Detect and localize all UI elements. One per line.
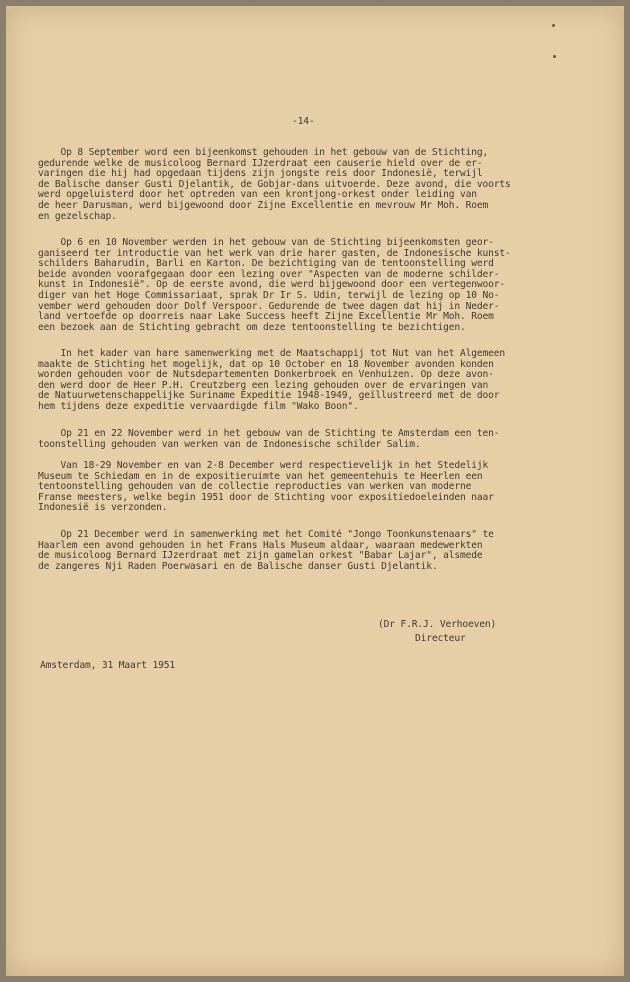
signature-title: Directeur <box>415 633 466 644</box>
paragraph-5: Van 18-29 November en van 2-8 December werd respectievelijk in het Stedelijk Museum te Schiedam en in de expositieruimte van het gemeentehuis te Heerlen een tentoonstelling gehouden van de collectie reproducties van werken van moderne Franse meesters, welke begin 1951 door de Stichting voor expositiedoeleinden naar Indonesië is verzonden. <box>38 460 494 514</box>
paragraph-1: Op 8 September word een bijeenkomst gehouden in het gebouw van de Stichting, gedurende welke de musicoloog Bernard IJzerdraat een causerie hield over de er- varingen die hij had opgedaan tijdens zijn jongste reis door Indonesië, terwijl de Balische danser Gusti Djelantik, de Gobjar-dans uitvoerde. Deze avond, die voorts werd opgeluisterd door het optreden van een krontjong-orkest onder leiding van de heer Darusman, werd bijgewoond door Zijne Excellentie en mevrouw Mr Moh. Roem en gezelschap. <box>38 147 511 222</box>
paragraph-4: Op 21 en 22 November werd in het gebouw van de Stichting te Amsterdam een ten- toonstelling gehouden van werken van de Indonesische schilder Salim. <box>38 428 500 450</box>
punch-mark <box>552 24 555 27</box>
paragraph-2: Op 6 en 10 November werden in het gebouw van de Stichting bijeenkomsten geor- ganiseerd ter introductie van het werk van drie harer gasten, de Indonesische kunst- schilders Baharudin, Barli en Karton. De bezichtiging van de tentoonstelling werd beide avonden voorafgegaan door een lezing over "Aspecten van de moderne schilder- kunst in Indonesië". Op de eerste avond, die werd bijgewoond door een vertegenwoor- diger van het Hoge Commissariaat, sprak Dr Ir S. Udin, terwijl de lezing op 10 No- vember werd gehouden door Dolf Verspoor. Gedurende de twee dagen dat hij in Neder- land vertoefde op doorreis naar Lake Success heeft Zijne Excellentie Mr Moh. Roem een bezoek aan de Stichting gebracht om deze tentoonstelling te bezichtigen. <box>38 237 511 333</box>
signature-name: (Dr F.R.J. Verhoeven) <box>378 619 497 630</box>
place-date: Amsterdam, 31 Maart 1951 <box>40 660 176 671</box>
page-number: -14- <box>292 116 315 127</box>
paragraph-6: Op 21 December werd in samenwerking met het Comité "Jongo Toonkunstenaars" te Haarlem een avond gehouden in het Frans Hals Museum aldaar, waaraan medewerkten de musicoloog Bernard IJzerdraat met zijn gamelan orkest "Babar Lajar", alsmede de zangeres Nji Raden Poerwasari en de Balische danser Gusti Djelantik. <box>38 529 494 572</box>
punch-mark <box>553 55 556 58</box>
paragraph-3: In het kader van hare samenwerking met de Maatschappij tot Nut van het Algemeen maakte de Stichting het mogelijk, dat op 10 October en 18 November avonden konden worden gehouden voor de Nutsdepartementen Donkerbroek en Venhuizen. Op deze avon- den werd door de Heer P.H. Creutzberg een lezing gehouden over de ervaringen van de Natuurwetenschappelijke Suriname Expeditie 1948-1949, geïllustreerd met de door hem tijdens deze expeditie vervaardigde film "Wako Boon". <box>38 348 505 412</box>
page-top-edge <box>6 6 624 14</box>
